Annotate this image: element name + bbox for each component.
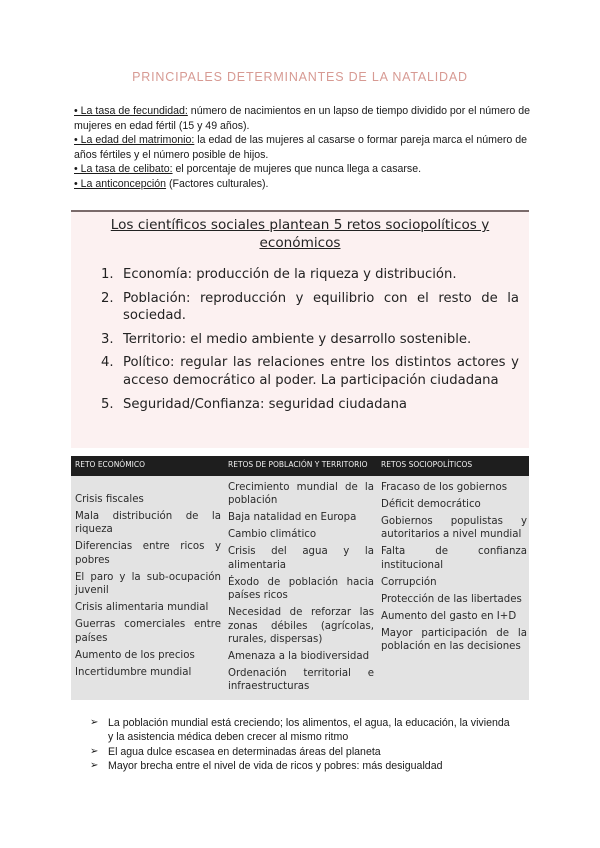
table-cell: Cambio climático — [228, 529, 317, 541]
challenge-item — [101, 396, 519, 414]
definition-term: • La anticoncepción — [74, 177, 167, 190]
challenges-box — [71, 210, 529, 448]
column-economic — [75, 493, 221, 683]
header-economic: RETO ECONÓMICO — [75, 460, 146, 469]
header-population: RETOS DE POBLACIÓN Y TERRITORIO — [228, 460, 368, 469]
table-cell: Crisis del agua y la alimentaria — [228, 546, 374, 571]
list-item — [90, 745, 510, 759]
table-cell: Gobiernos populistas y autoritarios a nivel mundial — [381, 516, 527, 541]
table-cell: Aumento de los precios — [75, 649, 195, 661]
table-cell: Protección de las libertades — [381, 593, 522, 605]
challenge-item — [101, 354, 519, 389]
definition-text: (Factores culturales). — [166, 177, 269, 190]
table-cell: Déficit democrático — [381, 499, 481, 510]
table-cell: El paro y la sub-ocupación juvenil — [75, 571, 221, 597]
table-cell: Crisis fiscales — [75, 494, 144, 505]
challenge-number: 3. — [101, 331, 114, 347]
table-cell: Incertidumbre mundial — [75, 666, 192, 678]
challenge-text: Seguridad/Confianza: seguridad ciudadana — [123, 396, 408, 412]
table-cell: Necesidad de reforzar las zonas débiles (agrícolas, rurales, dispersas) — [228, 607, 374, 646]
challenge-number: 4. — [101, 355, 114, 371]
challenge-text: Población: reproducción y equilibrio con el resto de la sociedad. — [123, 290, 519, 324]
challenge-text: Economía: producción de la riqueza y distribución. — [123, 267, 457, 282]
definition-term: • La edad del matrimonio: — [74, 134, 195, 147]
list-item-text: El agua dulce escasea en determinadas áreas del planeta — [108, 745, 381, 758]
table-cell: Éxodo de población hacia países ricos — [228, 576, 374, 602]
challenge-text: Territorio: el medio ambiente y desarrollo sostenible. — [123, 331, 472, 347]
challenge-item — [101, 331, 519, 349]
table-cell: Fracaso de los gobiernos — [381, 482, 508, 493]
challenge-text: Político: regular las relaciones entre los distintos actores y acceso democrático al poder. La participación ciudadana — [123, 355, 519, 388]
definitions-list — [74, 104, 534, 192]
challenge-number: 5. — [101, 396, 114, 412]
table-cell: Amenaza a la biodiversidad — [228, 651, 370, 663]
definition-item — [74, 104, 534, 133]
table-cell: Baja natalidad en Europa — [228, 512, 357, 524]
definition-item — [74, 162, 534, 177]
table-cell: Falta de confianza institucional — [381, 546, 527, 571]
list-item-text: Mayor brecha entre el nivel de vida de ricos y pobres: más desigualdad — [108, 760, 443, 773]
list-item-text: La población mundial está creciendo; los alimentos, el agua, la educación, la vivienda y la asistencia médica deben crecer al mismo ritmo — [108, 717, 510, 744]
table-cell: Diferencias entre ricos y pobres — [75, 541, 221, 566]
arrow-bullet-icon: ➢ — [90, 717, 99, 728]
list-item — [90, 716, 510, 745]
table-cell: Ordenación territorial e infraestructuras — [228, 668, 374, 693]
challenges-list — [101, 266, 519, 413]
definition-term: • La tasa de fecundidad: — [74, 105, 188, 117]
column-sociopolitical — [381, 481, 527, 657]
page-title: PRINCIPALES DETERMINANTES DE LA NATALIDAD — [132, 70, 468, 84]
arrow-bullet-icon: ➢ — [90, 745, 99, 757]
column-population — [228, 481, 374, 697]
table-cell: Aumento del gasto en I+D — [381, 610, 517, 622]
table-cell: Crecimiento mundial de la población — [228, 482, 374, 507]
table-cell: Mala distribución de la riqueza — [75, 511, 221, 536]
definition-text: la edad de las mujeres al casarse o formar pareja marca el número de años fértiles y el número posible de hijos. — [74, 134, 528, 161]
table-cell: Mayor participación de la población en las decisiones — [381, 627, 527, 653]
definition-text: el porcentaje de mujeres que nunca llega a casarse. — [172, 163, 422, 176]
challenge-item — [101, 266, 519, 284]
table-cell: Guerras comerciales entre países — [75, 619, 221, 644]
list-item — [90, 759, 510, 773]
table-cell: Crisis alimentaria mundial — [75, 602, 209, 614]
header-sociopolitical: RETOS SOCIOPOLÍTICOS — [381, 460, 473, 469]
challenge-number: 1. — [101, 267, 114, 282]
challenges-title: Los científicos sociales plantean 5 retos sociopolíticos y económicos — [110, 217, 490, 251]
challenge-number: 2. — [101, 290, 114, 306]
table-cell: Corrupción — [381, 576, 437, 588]
definition-item — [74, 177, 534, 192]
table-header — [71, 456, 529, 476]
conclusions-list — [90, 716, 510, 774]
challenges-table — [71, 456, 529, 700]
definition-term: • La tasa de celibato: — [74, 163, 173, 176]
challenge-item — [101, 290, 519, 325]
definition-text: número de nacimientos en un lapso de tiempo dividido por el número de mujeres en edad fértil (15 y 49 años). — [74, 105, 531, 132]
definition-item — [74, 133, 534, 162]
arrow-bullet-icon: ➢ — [90, 760, 99, 772]
